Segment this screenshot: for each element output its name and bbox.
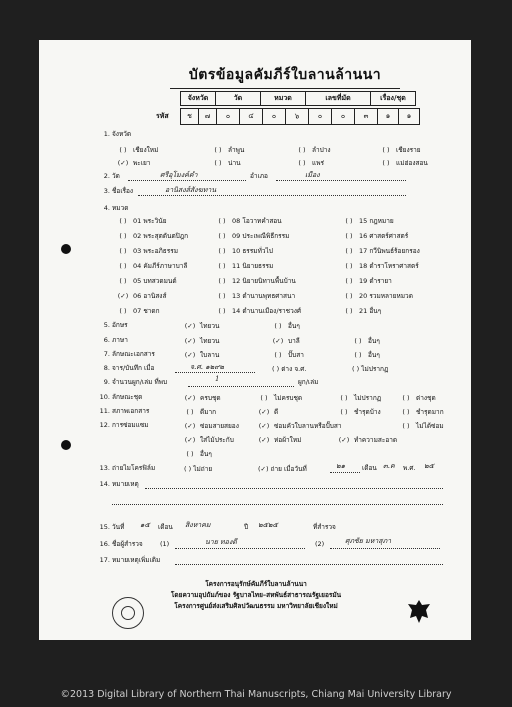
category-option[interactable] (343, 216, 394, 226)
count-value[interactable]: 1 (215, 375, 220, 383)
field-label: อักษร (112, 321, 128, 329)
checkbox-mark: ( ) (218, 277, 226, 285)
option-checkbox[interactable] (400, 407, 444, 417)
option-label: 02 พระสุตตันตปิฎก (133, 232, 189, 240)
option-label: ซ่อมสายสยอง (200, 422, 239, 430)
option-label: ทำความสะอาด (354, 436, 398, 444)
option-checkbox[interactable] (184, 393, 221, 403)
code-cell: ๔ (240, 109, 263, 125)
code-cell: ๖ (286, 109, 309, 125)
option-checkbox[interactable] (258, 421, 342, 431)
checkbox-mark: (✓) (184, 322, 196, 330)
checkbox-mark: ( ) (345, 217, 353, 225)
checkbox-mark: (✓) (272, 337, 284, 345)
option-label: อื่นๆ (368, 337, 380, 345)
option-label: น่าน (228, 159, 241, 167)
field-label: เดือน (158, 523, 173, 531)
field-label: ถ่ายไมโครฟิล์ม (112, 464, 156, 472)
checkbox-mark: ( ) (382, 159, 390, 167)
option-label: 03 พระอภิธรรม (133, 247, 179, 255)
option-label: ต่างชุด (416, 394, 436, 402)
field-number: 5. (103, 321, 110, 329)
option-checkbox[interactable] (258, 407, 278, 417)
checkbox-mark: ( ) (345, 247, 353, 255)
field-number: 14. (99, 480, 110, 488)
fill-line (330, 548, 440, 549)
option-checkbox[interactable]: ( ) ไม่ถ่าย (184, 465, 213, 473)
category-option[interactable] (343, 261, 419, 271)
option-label: แพร่ (312, 159, 324, 167)
fill-line (145, 488, 443, 489)
option-label: 11 นิยายธรรม (232, 262, 274, 270)
option-label: ครบชุด (200, 394, 221, 402)
checkbox-mark: ( ) (382, 146, 390, 154)
code-cell: ช (181, 109, 199, 125)
option-checkbox[interactable] (400, 393, 436, 403)
option-label: 19 ตำรายา (359, 277, 392, 285)
checkbox-mark: (✓) (184, 436, 196, 444)
code-cell: ๗ (199, 109, 217, 125)
option-label: 14 ตำนานเมือง/ราชวงศ์ (232, 307, 302, 315)
category-option[interactable] (117, 276, 177, 286)
field-number: 3. (103, 187, 110, 195)
checkbox-mark: ( ) (402, 422, 410, 430)
checkbox-mark: ( ) (345, 292, 353, 300)
option-label: 16 ศาสตร์ศาสตร์ (359, 232, 409, 240)
field-number: 16. (99, 540, 110, 548)
field-label: ปี (244, 523, 249, 531)
option-checkbox[interactable] (212, 145, 244, 155)
checkbox-mark: ( ) (218, 217, 226, 225)
field-label: ผูก/เล่ม (298, 378, 319, 386)
option-label: ดีมาก (200, 408, 217, 416)
code-header: วัด (216, 92, 261, 106)
field-label: อำเภอ (250, 172, 268, 180)
fill-line (330, 472, 360, 473)
field-number: 4. (103, 204, 110, 212)
field-number: 11. (99, 407, 110, 415)
checkbox-mark: ( ) (354, 351, 362, 359)
option-checkbox[interactable] (184, 449, 212, 459)
checkbox-mark: ( ) (119, 307, 127, 315)
checkbox-mark: ( ) (218, 247, 226, 255)
option-checkbox[interactable] (272, 321, 300, 331)
survey-month[interactable]: สิงหาคม (185, 521, 211, 529)
option-label: ไม่ปรากฏ (354, 394, 382, 402)
option-label: 15 กฎหมาย (359, 217, 394, 225)
code-header: เลขที่มัด (306, 92, 371, 106)
scribe-value[interactable]: จ.ศ. ๑๒๙๒ (190, 363, 225, 371)
category-option[interactable] (117, 231, 188, 241)
option-checkbox[interactable] (352, 336, 380, 346)
option-checkbox[interactable] (184, 321, 219, 331)
field-label: จาร/บันทึก เมื่อ (112, 364, 155, 372)
checkbox-mark: ( ) (119, 146, 127, 154)
field-label: วันที่ (112, 523, 125, 531)
field-number: 12. (99, 421, 110, 429)
option-label: 01 พระวินัย (133, 217, 167, 225)
code-cell: ๓ (355, 109, 378, 125)
option-label: ลำปาง (312, 146, 331, 154)
checkbox-mark: ( ) (119, 247, 127, 255)
surveyor-1-name[interactable]: นาย ทองดี (205, 538, 237, 546)
category-option[interactable] (216, 261, 273, 271)
category-option[interactable] (117, 306, 160, 316)
fill-line (112, 504, 443, 505)
copyright-text: ©2013 Digital Library of Northern Thai Manuscripts, Chiang Mai University Library (60, 689, 452, 700)
code-header: หมวด (261, 92, 306, 106)
checkbox-mark: ( ) (402, 408, 410, 416)
option-checkbox[interactable] (184, 350, 219, 360)
option-checkbox[interactable] (117, 145, 158, 155)
field-label: หมายเหตุ (112, 480, 139, 488)
option-checkbox[interactable]: ( ) ไม่ปรากฏ (352, 365, 389, 373)
survey-year[interactable]: ๒๕๒๕ (258, 521, 278, 529)
category-option[interactable] (343, 291, 413, 301)
category-option[interactable] (117, 291, 166, 301)
category-option[interactable] (117, 261, 187, 271)
category-option[interactable] (216, 246, 273, 256)
checkbox-mark: (✓) (338, 436, 350, 444)
fill-line (175, 564, 443, 565)
checkbox-mark: ( ) (354, 337, 362, 345)
checkbox-mark: ( ) (402, 394, 410, 402)
code-cell: ๐ (332, 109, 355, 125)
checkbox-mark: (✓) (184, 351, 196, 359)
field-number: 15. (99, 523, 110, 531)
field-number: 13. (99, 464, 110, 472)
option-checkbox[interactable] (338, 407, 381, 417)
field-label: ภาษา (112, 336, 128, 344)
option-label: ลำพูน (228, 146, 245, 154)
option-label: ไทยวน (200, 337, 220, 345)
option-checkbox[interactable] (212, 158, 241, 168)
checkbox-mark: ( ) (340, 408, 348, 416)
option-checkbox[interactable] (272, 350, 304, 360)
checkbox-mark: ( ) (345, 232, 353, 240)
field-label: (1) (160, 540, 170, 548)
field-number: 9. (103, 378, 110, 386)
category-option[interactable] (343, 246, 420, 256)
option-checkbox[interactable] (117, 158, 150, 168)
option-label: 12 นิยายนิทานพื้นบ้าน (232, 277, 296, 285)
card-title: บัตรข้อมูลคัมภีร์ใบลานล้านนา (170, 64, 400, 89)
option-label: ไม่ได้ซ่อม (416, 422, 444, 430)
option-label: อื่นๆ (288, 322, 300, 330)
checkbox-mark: ( ) (119, 262, 127, 270)
checkbox-mark: (✓) (117, 292, 129, 300)
option-label: 08 โอวาทคำสอน (232, 217, 282, 225)
checkbox-mark: ( ) (298, 146, 306, 154)
amphoe-value[interactable]: เมือง (305, 171, 320, 179)
checkbox-mark: ( ) (214, 146, 222, 154)
option-checkbox[interactable] (184, 421, 239, 431)
option-label: 17 กวีนิพนธ์ร้อยกรอง (359, 247, 420, 255)
option-label: เชียงราย (396, 146, 421, 154)
fill-line (276, 180, 406, 181)
category-option[interactable] (216, 216, 282, 226)
option-label: ชำรุดมาก (416, 408, 444, 416)
checkbox-mark: ( ) (298, 159, 306, 167)
fill-line (175, 548, 305, 549)
code-cell: ๐ (217, 109, 240, 125)
field-label: จำนวนผูก/เล่ม ที่พบ (112, 378, 168, 386)
checkbox-mark: ( ) (218, 307, 226, 315)
option-label: ปั๊บสา (288, 351, 304, 359)
code-header: เรื่อง/ชุด (371, 92, 416, 106)
option-checkbox[interactable] (338, 393, 381, 403)
option-label: 04 คัมภีร์ภาษาบาลี (133, 262, 188, 270)
code-label: รหัส (156, 112, 169, 120)
category-option[interactable] (216, 306, 301, 316)
checkbox-mark: ( ) (119, 217, 127, 225)
code-grid (180, 91, 416, 106)
checkbox-mark: (✓) (184, 394, 196, 402)
option-checkbox[interactable] (400, 421, 444, 431)
punch-hole (61, 440, 71, 450)
checkbox-mark: ( ) (218, 232, 226, 240)
temple-value[interactable]: ศรีอุโมงค์คำ (160, 171, 198, 179)
option-label: ดี (274, 408, 279, 416)
checkbox-mark: (✓) (117, 159, 129, 167)
option-checkbox[interactable] (258, 435, 301, 445)
checkbox-mark: (✓) (258, 436, 270, 444)
field-label: การซ่อมแซม (112, 421, 149, 429)
option-label: เชียงใหม่ (133, 146, 159, 154)
field-label: ลักษณะเอกสาร (112, 350, 155, 358)
option-checkbox[interactable] (338, 435, 397, 445)
checkbox-mark: (✓) (258, 408, 270, 416)
checkbox-mark: ( ) (345, 307, 353, 315)
checkbox-mark: (✓) (258, 422, 270, 430)
category-option[interactable] (216, 291, 295, 301)
field-label: เดือน (362, 464, 377, 472)
field-label: หมายเหตุเพิ่มเติม (112, 556, 161, 564)
checkbox-mark: ( ) (260, 394, 268, 402)
checkbox-mark: ( ) (218, 292, 226, 300)
option-label: 09 ประเพณีพิธีกรรม (232, 232, 290, 240)
punch-hole (61, 244, 71, 254)
checkbox-mark: ( ) (218, 262, 226, 270)
category-option[interactable] (343, 276, 392, 286)
footer-line: โครงการอนุรักษ์คัมภีร์ใบลานล้านนา (205, 580, 307, 588)
checkbox-mark: ( ) (186, 408, 194, 416)
code-cell: ๑ (399, 109, 420, 125)
option-checkbox[interactable]: ( ) ต่าง จ.ศ. (272, 365, 307, 373)
field-number: 17. (99, 556, 110, 564)
survey-day[interactable]: ๑๕ (140, 521, 150, 529)
surveyor-2-name[interactable]: ศุภชัย มหาสุภา (345, 537, 392, 545)
option-checkbox[interactable] (184, 407, 216, 417)
category-option[interactable] (343, 231, 408, 241)
field-label: ชื่อเรื่อง (112, 187, 134, 195)
option-checkbox[interactable] (352, 350, 380, 360)
option-checkbox[interactable] (380, 145, 421, 155)
field-label: หมวด (112, 204, 129, 212)
field-label: สภาพเอกสาร (112, 407, 150, 415)
option-checkbox[interactable] (258, 393, 302, 403)
option-label: พะเยา (133, 159, 151, 167)
checkbox-mark: (✓) (184, 422, 196, 430)
code-header: จังหวัด (181, 92, 216, 106)
code-cell: ๐ (263, 109, 286, 125)
category-option[interactable] (216, 231, 289, 241)
microfilm-day[interactable]: ๒๑ (336, 462, 346, 470)
option-checkbox[interactable] (184, 336, 219, 346)
checkbox-mark: ( ) (345, 277, 353, 285)
fill-line (188, 386, 294, 387)
field-number: 7. (103, 350, 110, 358)
field-number: 8. (103, 364, 110, 372)
field-label: ที่สำรวจ (313, 523, 336, 531)
story-value[interactable]: อานิสงส์สังฆทาน (165, 186, 217, 194)
option-label: ใบลาน (200, 351, 220, 359)
option-label: ซ่อมคัวใบลานหรือปั๊บสา (274, 422, 342, 430)
footer-line: โครงการศูนย์ส่งเสริมศิลปวัฒนธรรม มหาวิทยาลัยเชียงใหม่ (174, 602, 338, 610)
field-number: 2. (103, 172, 110, 180)
category-option[interactable] (216, 276, 296, 286)
microfilm-month[interactable]: ๓.ค (383, 462, 395, 470)
checkbox-mark: ( ) (186, 450, 194, 458)
category-option[interactable] (117, 246, 178, 256)
option-label: อื่นๆ (368, 351, 380, 359)
option-label: ใส่ไม้ประกับ (200, 436, 234, 444)
field-number: 6. (103, 336, 110, 344)
checkbox-mark: ( ) (340, 394, 348, 402)
option-checkbox[interactable]: (✓) ถ่าย เมื่อวันที่ (258, 465, 307, 473)
microfilm-year[interactable]: ๒๕ (424, 462, 434, 470)
option-label: ไม่ครบชุด (274, 394, 303, 402)
option-label: 06 อานิสงส์ (133, 292, 167, 300)
option-label: 10 ธรรมทั่วไป (232, 247, 273, 255)
option-checkbox[interactable] (380, 158, 428, 168)
field-label: พ.ศ. (403, 464, 416, 472)
university-seal-icon (112, 597, 144, 629)
code-cell: ๐ (309, 109, 332, 125)
field-label: ชื่อผู้สำรวจ (112, 540, 143, 548)
option-label: ชำรุดบ้าง (354, 408, 381, 416)
code-values (180, 108, 420, 125)
option-checkbox[interactable] (184, 435, 234, 445)
german-eagle-emblem-icon (404, 596, 434, 626)
checkbox-mark: ( ) (214, 159, 222, 167)
option-checkbox[interactable] (296, 158, 324, 168)
footer-line: โดยความอุปถัมภ์ของ รัฐบาลไทย–สหพันธ์สาธารณรัฐเยอรมัน (170, 591, 342, 599)
option-label: 21 อื่นๆ (359, 307, 382, 315)
option-label: ห่อผ้าใหม่ (274, 436, 302, 444)
checkbox-mark: ( ) (119, 277, 127, 285)
field-number: 1. (103, 130, 110, 138)
field-label: (2) (315, 540, 325, 548)
field-label: ลักษณะชุด (112, 393, 143, 401)
checkbox-mark: ( ) (345, 262, 353, 270)
option-label: บาลี (288, 337, 300, 345)
checkbox-mark: ( ) (274, 322, 282, 330)
field-label: วัด (112, 172, 120, 180)
option-label: 07 ชาดก (133, 307, 160, 315)
field-number: 10. (99, 393, 110, 401)
option-label: แม่ฮ่องสอน (396, 159, 428, 167)
option-checkbox[interactable] (296, 145, 331, 155)
option-label: 20 รวมหลายหมวด (359, 292, 413, 300)
category-option[interactable] (343, 306, 381, 316)
option-label: 05 บทสวดมนต์ (133, 277, 177, 285)
option-label: อื่นๆ (200, 450, 212, 458)
option-checkbox[interactable] (272, 336, 300, 346)
option-label: 18 ตำราโหราศาสตร์ (359, 262, 419, 270)
code-cell: ๑ (378, 109, 399, 125)
checkbox-mark: ( ) (274, 351, 282, 359)
option-label: ไทยวน (200, 322, 220, 330)
checkbox-mark: (✓) (184, 337, 196, 345)
field-label: จังหวัด (112, 130, 132, 138)
option-label: 13 ตำนานพุทธศาสนา (232, 292, 296, 300)
category-option[interactable] (117, 216, 167, 226)
checkbox-mark: ( ) (119, 232, 127, 240)
